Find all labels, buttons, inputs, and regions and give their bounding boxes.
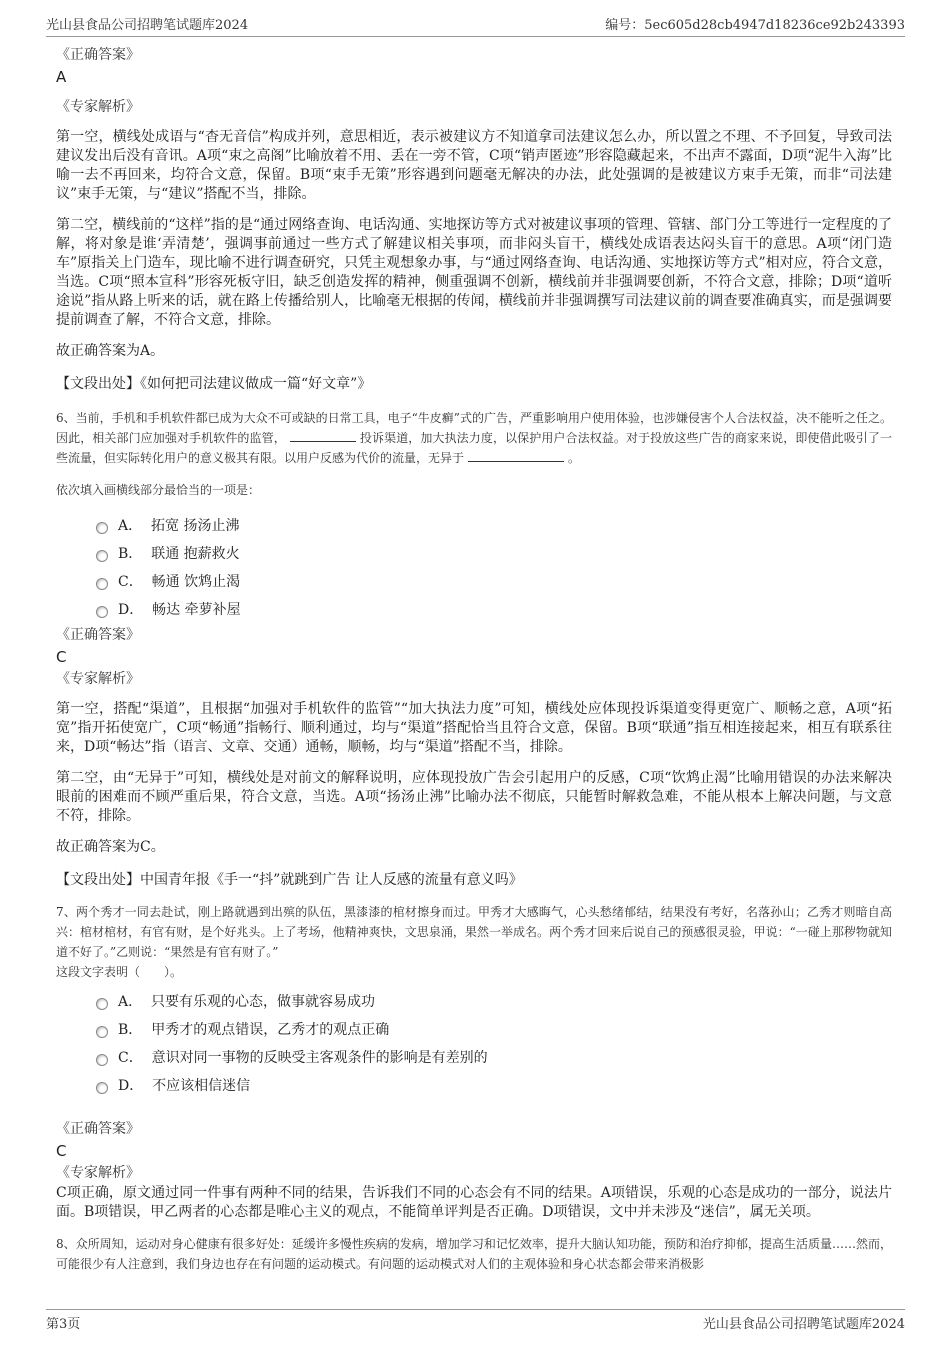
option-b[interactable]: B． 甲秀才的观点错误，乙秀才的观点正确 [96, 1016, 892, 1044]
option-c[interactable]: C． 畅通 饮鸩止渴 [96, 568, 892, 596]
option-a[interactable]: A． 拓宽 扬汤止沸 [96, 512, 892, 540]
answer-label: 《正确答案》 [56, 627, 140, 643]
answer-value: C [56, 648, 67, 666]
answer-value: A [56, 68, 67, 86]
radio-icon[interactable] [96, 1054, 108, 1066]
answer-label: 《正确答案》 [56, 47, 140, 63]
answer-value: C [56, 1142, 67, 1160]
option-a[interactable]: A． 只要有乐观的心态，做事就容易成功 [96, 988, 892, 1016]
radio-icon[interactable] [96, 522, 108, 534]
header-divider [46, 36, 905, 37]
page-content [56, 44, 892, 1274]
conclusion: 故正确答案为A。 [56, 343, 165, 359]
question-prompt: 这段文字表明（ ）。 [56, 965, 183, 979]
radio-icon[interactable] [96, 998, 108, 1010]
analysis-label: 《专家解析》 [56, 99, 140, 115]
analysis-paragraph: 第一空，搭配“渠道”，且根据“加强对手机软件的监管”“加大执法力度”可知，横线处应体现投诉渠道变得更宽广、顺畅之意，A项“拓宽”指开拓使宽广，C项“畅通”指畅行、顺利通过，均与“渠道”搭配恰当且符合文意，保留。B项“联通”指互相连接起来，相互有联系往来，D项“畅达”指（语言、文章、交通）通畅，顺畅，均与“渠道”搭配不当，排除。 [56, 701, 892, 755]
answer-label: 《正确答案》 [56, 1121, 140, 1137]
header-title: 光山县食品公司招聘笔试题库2024 [46, 18, 249, 33]
question-stem: 7、两个秀才一同去赴试，刚上路就遇到出殡的队伍，黑漆漆的棺材擦身而过。甲秀才大感晦气，心头愁绪郁结，结果没有考好，名落孙山；乙秀才则暗自高兴：棺材棺材，有官有财，是个好兆头。上了考场，他精神爽快，文思泉涌，果然一举成名。两个秀才回来后说自己的预感很灵验，甲说：“一碰上那秽物就知道不好了。”乙则说：“果然是有官有财了。” [56, 905, 892, 959]
options-list [56, 988, 892, 1100]
radio-icon[interactable] [96, 550, 108, 562]
radio-icon[interactable] [96, 606, 108, 618]
analysis-label: 《专家解析》 [56, 671, 140, 687]
radio-icon[interactable] [96, 1026, 108, 1038]
analysis-paragraph: 第二空，横线前的“这样”指的是“通过网络查询、电话沟通、实地探访等方式对被建议事项的管理、管辖、部门分工等进行一定程度的了解，将对象是谁‘弄清楚’，强调事前通过一些方式了解建议相关事项，而非闷头盲干，横线处成语表达闷头盲干的意思。A项“闭门造车”原指关上门造车，现比喻不进行调查研究，只凭主观想象办事，与“通过网络查询、电话沟通、实地探访等方式”相对应，符合文意，当选。C项“照本宣科”形容死板守旧，缺乏创造发挥的精神，侧重强调不创新，横线前并非强调要创新，不符合文意，排除；D项“道听途说”指从路上听来的话，就在路上传播给别人，比喻毫无根据的传闻，横线前并非强调撰写司法建议前的调查要准确真实，而是强调要提前调查了解，不符合文意，排除。 [56, 217, 892, 328]
analysis-paragraph: C项正确，原文通过同一件事有两种不同的结果，告诉我们不同的心态会有不同的结果。A项错误，乐观的心态是成功的一部分，说法片面。B项错误，甲乙两者的心态都是唯心主义的观点，不能简单评判是否正确。D项错误，文中并未涉及“迷信”，属无关项。 [56, 1185, 892, 1220]
header-doc-id: 编号：5ec605d28cb4947d18236ce92b243393 [605, 18, 905, 33]
question-stem: 6、当前，手机和手机软件都已成为大众不可或缺的日常工具，电子“牛皮癣”式的广告，严重影响用户使用体验，也涉嫌侵害个人合法权益，决不能听之任之。因此，相关部门应加强对手机软件的监管， 投诉渠道，加大执法力度，以保护用户合法权益。对于投放这些广告的商家来说，即使借此吸引了一些流量，但实际转化用户的意义极其有限。以用户反感为代价的流量，无异于 。 [56, 411, 892, 465]
options-list [56, 512, 892, 624]
analysis-paragraph: 第二空，由“无异于”可知，横线处是对前文的解释说明，应体现投放广告会引起用户的反感，C项“饮鸩止渴”比喻用错误的办法来解决眼前的困难而不顾严重后果，符合文意，当选。A项“扬汤止沸”比喻办法不彻底，只能暂时解救急难，不能从根本上解决问题，与文意不符，排除。 [56, 770, 892, 824]
option-d[interactable]: D． 不应该相信迷信 [96, 1072, 892, 1100]
fill-blank [290, 428, 356, 442]
radio-icon[interactable] [96, 1082, 108, 1094]
option-d[interactable]: D． 畅达 牵萝补屋 [96, 596, 892, 624]
option-b[interactable]: B． 联通 抱薪救火 [96, 540, 892, 568]
source-citation: 【文段出处】中国青年报《手一“抖”就跳到广告 让人反感的流量有意义吗》 [56, 872, 523, 888]
analysis-label: 《专家解析》 [56, 1165, 140, 1181]
footer-divider [46, 1309, 905, 1310]
question-stem: 8、众所周知，运动对身心健康有很多好处：延缓许多慢性疾病的发病，增加学习和记忆效率，提升大脑认知功能，预防和治疗抑郁，提高生活质量……然而，可能很少有人注意到，我们身边也存在有问题的运动模式。有问题的运动模式对人们的主观体验和身心状态都会带来消极影 [56, 1237, 892, 1271]
question-instruction: 依次填入画横线部分最恰当的一项是： [56, 483, 261, 497]
radio-icon[interactable] [96, 578, 108, 590]
footer-title: 光山县食品公司招聘笔试题库2024 [702, 1317, 905, 1332]
page-header [46, 14, 905, 36]
option-c[interactable]: C． 意识对同一事物的反映受主客观条件的影响是有差别的 [96, 1044, 892, 1072]
analysis-paragraph: 第一空，横线处成语与“杳无音信”构成并列，意思相近，表示被建议方不知道拿司法建议怎么办，所以置之不理、不予回复，导致司法建议发出后没有音讯。A项“束之高阁”比喻放着不用、丢在一旁不管，C项“销声匿迹”形容隐藏起来，不出声不露面，D项“泥牛入海”比喻一去不再回来，均符合文意，保留。B项“束手无策”形容遇到问题毫无解决的办法，此处强调的是被建议方束手无策，而非“司法建议”束手无策，与“建议”搭配不当，排除。 [56, 129, 892, 202]
fill-blank [468, 448, 564, 462]
conclusion: 故正确答案为C。 [56, 839, 165, 855]
page-number: 第3页 [46, 1317, 81, 1332]
source-citation: 【文段出处】《如何把司法建议做成一篇“好文章”》 [56, 376, 372, 392]
